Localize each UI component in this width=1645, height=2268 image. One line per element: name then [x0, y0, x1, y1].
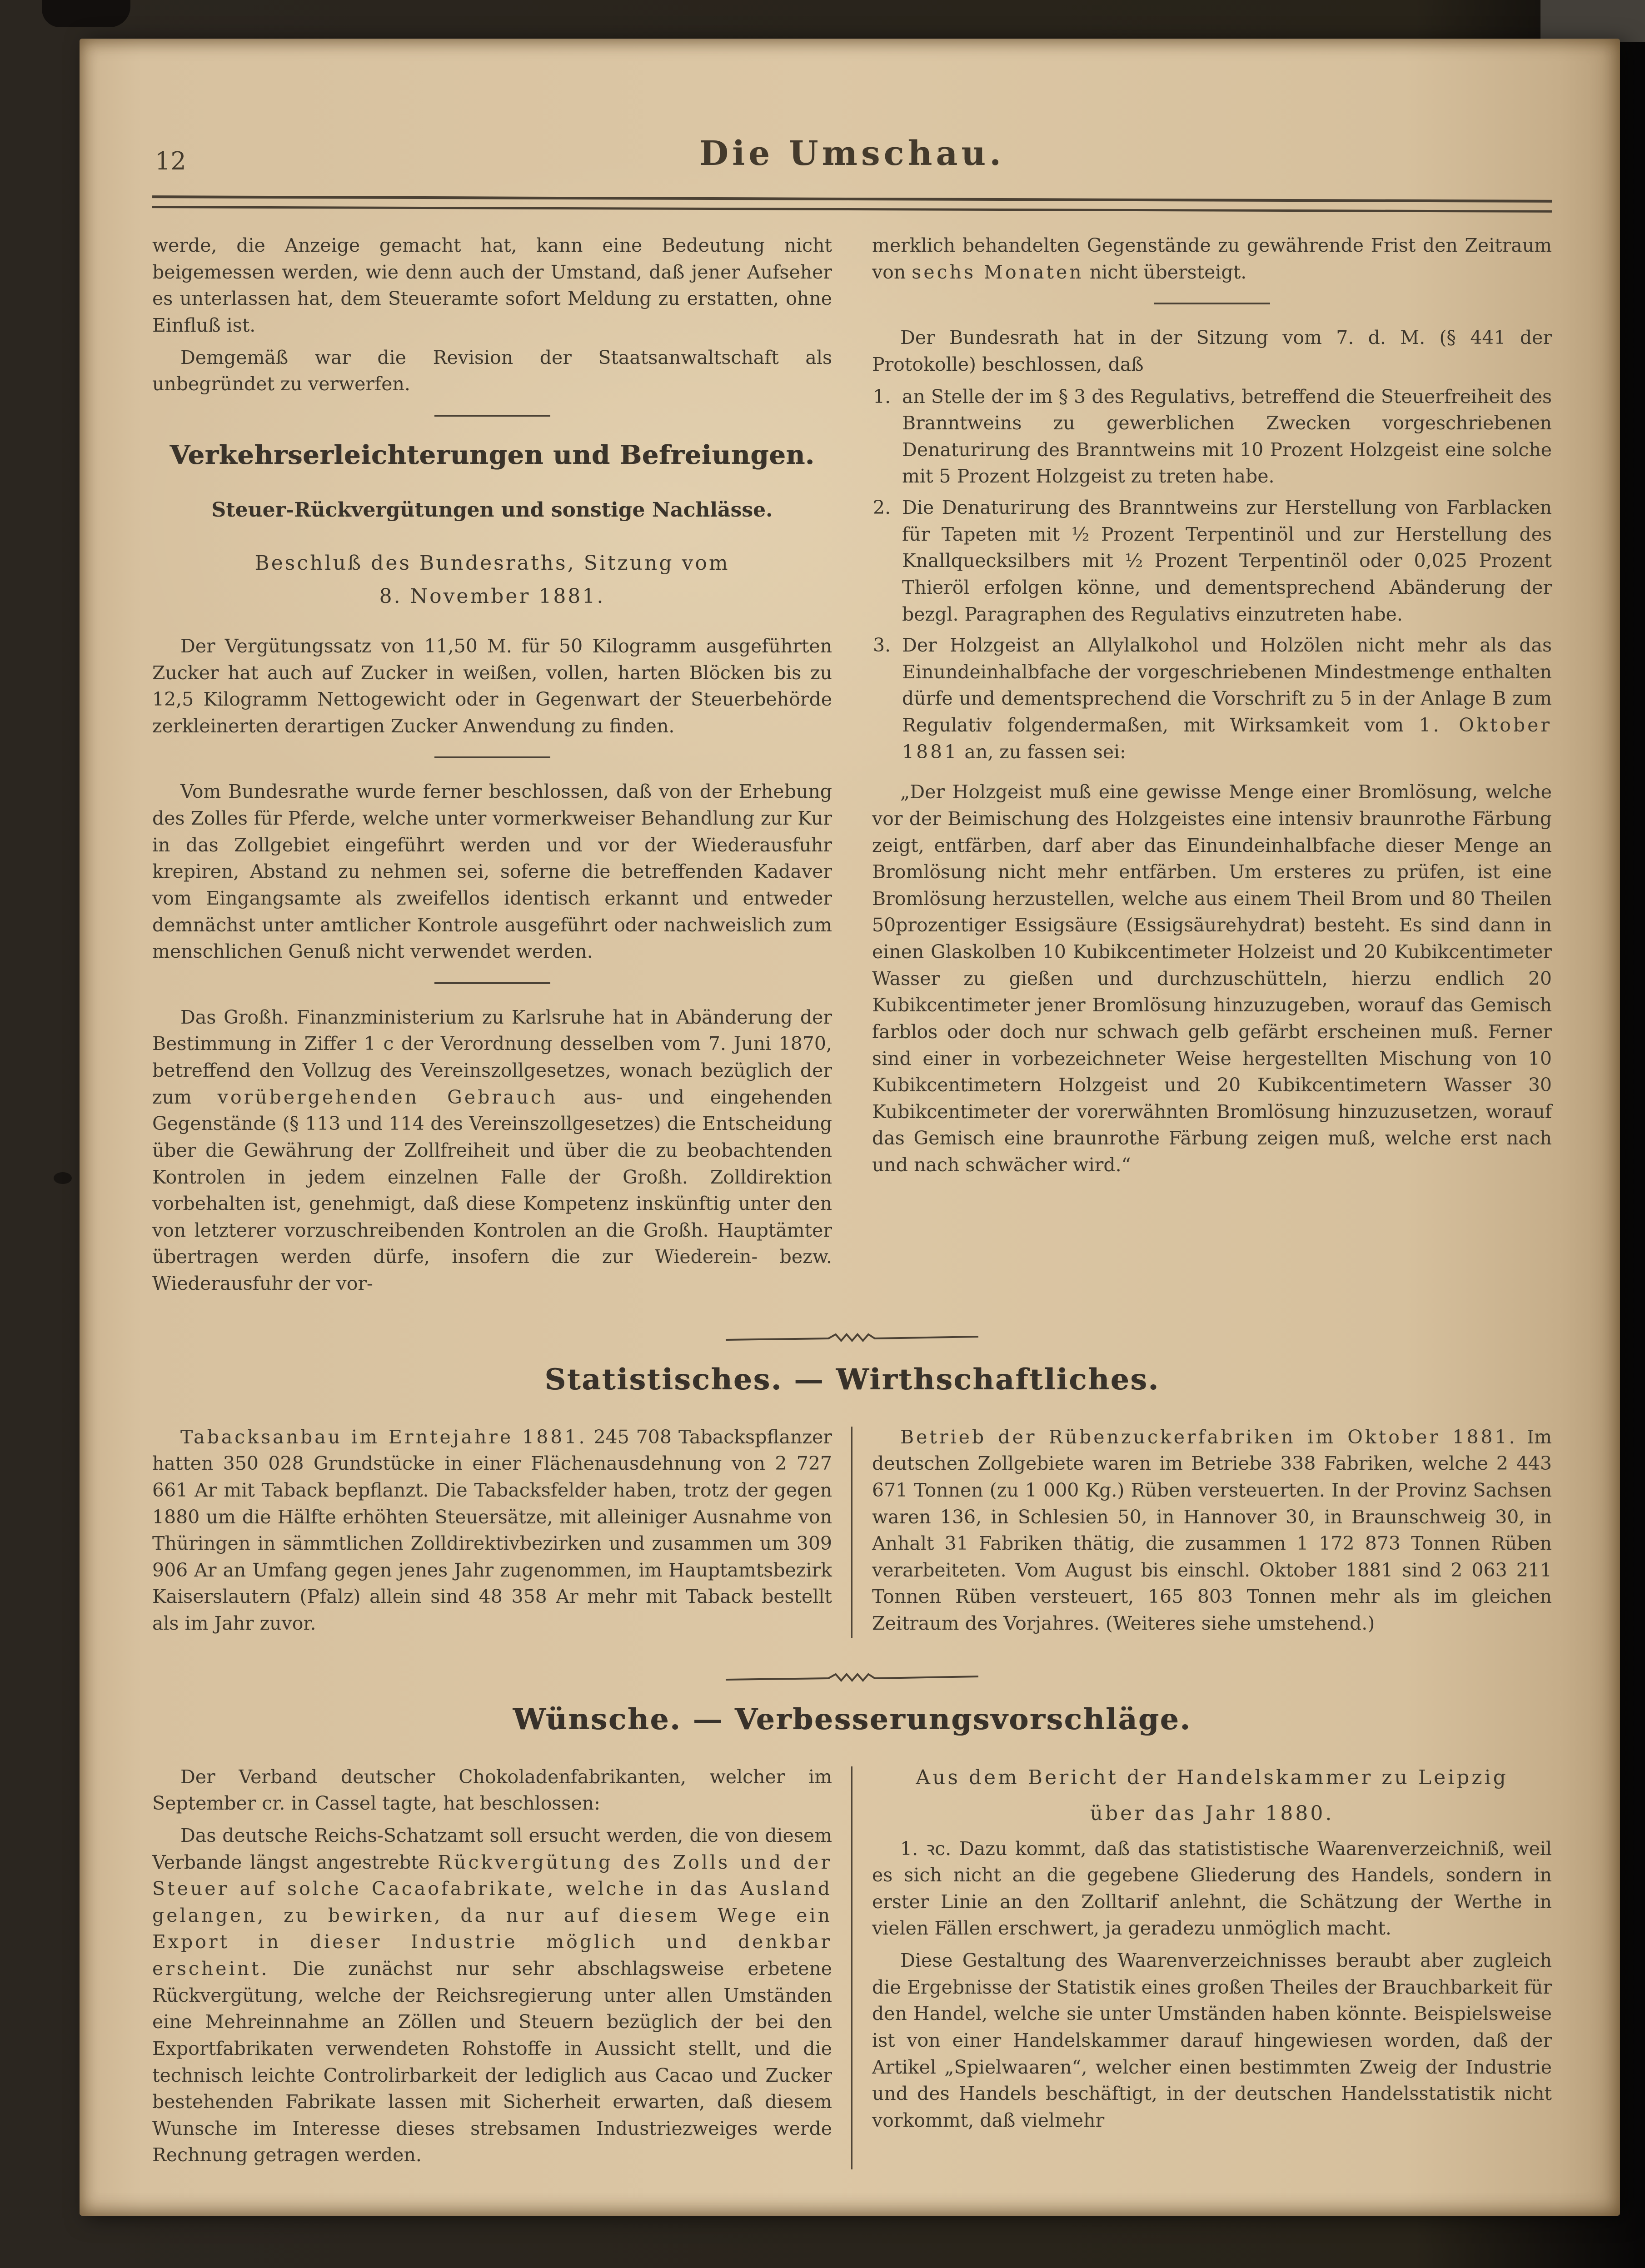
article-heading: Verkehrserleichterungen und Befreiungen.: [169, 439, 815, 470]
masthead-title: Die Umschau.: [699, 134, 1005, 173]
paragraph: Das deutsche Reichs-Schatzamt soll ersucht werden, die von diesem Verbande längst angestrebte Rückvergütung des Zolls und der Steuer auf solche Cacaofabrikate, welche in das Ausland gelangen, zu bewirken, da nur auf diesem Wege ein Export in dieser Industrie möglich und denkbar erscheint. Die zunächst nur sehr abschlagsweise erbetene Rückvergütung, welche der Reichsregierung unter allen Umständen eine Mehreinnahme an Zöllen und Steuern bezüglich der bei den Exportfabrikaten verwendeten Rohstoffe in Aussicht stellt, und die technisch leichte Controlirbarkeit der lediglich aus Cacao und Zucker bestehenden Fabrikate lassen mit Sicherheit erwarten, daß diesem Wunsche im Interesse dieses strebsamen Industriezweiges werde Rechnung getragen werden.: [152, 1824, 832, 2166]
left-column: [152, 232, 832, 1303]
divider-rule: [434, 415, 550, 417]
wishes-columns: [152, 1764, 1552, 2174]
statistics-left-column: [152, 1424, 832, 1642]
page-header: [152, 92, 1552, 210]
body-columns: [152, 232, 1552, 1303]
emphasized-text: Rückvergütung des Zolls und der Steuer auf solche Cacaofabrikate, welche in das Ausland gelangen, zu bewirken, da nur auf diesem Wege ein Export in dieser Industrie möglich und denkbar erscheint.: [152, 1851, 832, 1980]
statistics-section: [152, 1331, 1552, 1642]
statistics-right-column: [872, 1424, 1552, 1642]
section-heading-wishes: Wünsche. — Verbesserungsvorschläge.: [513, 1702, 1191, 1736]
right-column: [872, 232, 1552, 1303]
paragraph: 1. ꝛc. Dazu kommt, daß das statististische Waarenverzeichniß, weil es sich nicht an die gegebene Gliederung des Handels, sondern in erster Linie an den Zolltarif anlehnt, die Schätzung der Werthe in vielen Fällen erschwert, ja geradezu unmöglich macht.: [872, 1837, 1552, 1940]
dateline: Beschluß des Bundesraths, Sitzung vom: [254, 552, 730, 575]
emphasized-text: vorübergehenden Gebrauch: [217, 1086, 558, 1108]
divider-rule: [1154, 303, 1270, 304]
list-item: 3. Der Holzgeist an Allylalkohol und Holzölen nicht mehr als das Einundeinhalbfache der vorgeschriebenen Mindestmenge enthalten dürfe und dementsprechend die Vorschrift zu 5 in der Anlage B zum Regulativ folgendermaßen, mit Wirksamkeit vom 1. Oktober 1881 an, zu fassen sei:: [872, 632, 1552, 765]
column-headline: Aus dem Bericht der Handelskammer zu Leipzig: [916, 1766, 1508, 1789]
column-headline: über das Jahr 1880.: [1090, 1801, 1334, 1825]
emphasized-text: sechs Monaten: [912, 261, 1084, 283]
divider-rule: [434, 982, 550, 984]
paragraph: Der Verband deutscher Chokoladenfabrikanten, welcher im September cr. in Cassel tagte, hat beschlossen:: [152, 1766, 832, 1815]
column-divider-rule: [851, 1427, 852, 1638]
ornament-divider-icon: [725, 1671, 979, 1684]
paragraph: Demgemäß war die Revision der Staatsanwaltschaft als unbegründet zu verwerfen.: [152, 346, 832, 395]
paragraph: Der Bundesrath hat in der Sitzung vom 7. d. M. (§ 441 der Protokolle) beschlossen, daß: [872, 327, 1552, 375]
dateline: 8. November 1881.: [379, 585, 605, 608]
paper-page: [80, 39, 1620, 2216]
paragraph: werde, die Anzeige gemacht hat, kann eine Bedeutung nicht beigemessen werden, wie denn auch der Umstand, daß jener Aufseher es unterlassen hat, dem Steueramte sofort Meldung zu erstatten, ohne Einfluß ist.: [152, 234, 832, 336]
list-item: 2. Die Denaturirung des Branntweins zur Herstellung von Farblacken für Tapeten mit ½ Prozent Terpentinöl und zur Herstellung des Knallquecksilbers mit ½ Prozent Terpentinöl oder 0,025 Prozent Thieröl erfolgen könne, und dementsprechend Abänderung der bezgl. Paragraphen des Regulativs einzutreten habe.: [872, 494, 1552, 627]
paragraph: Diese Gestaltung des Waarenverzeichnisses beraubt aber zugleich die Ergebnisse der Statistik eines großen Theiles der Brauchbarkeit für den Handel, welche sie unter Umständen haben könnte. Beispielsweise ist von einer Handelskammer darauf hingewiesen worden, daß der Artikel „Spielwaaren“, welcher einen bestimmten Zweig der Industrie und des Handels beschäftigt, in der deutschen Handelsstatistik nicht vorkommt, daß vielmehr: [872, 1950, 1552, 2131]
wishes-right-column: [872, 1764, 1552, 2174]
wishes-section: [152, 1671, 1552, 2174]
article-subheading: Steuer-Rückvergütungen und sonstige Nachlässe.: [211, 498, 773, 522]
paragraph: „Der Holzgeist muß eine gewisse Menge einer Bromlösung, welche vor der Beimischung des Holzgeistes eine intensiv braunrothe Färbung zeigt, entfärben, darf aber das Einundeinhalbfache dieser Menge an Bromlösung nicht mehr entfärben. Um ersteres zu prüfen, ist eine Bromlösung herzustellen, welche aus einem Theil Brom und 80 Theilen 50prozentiger Essigsäure (Essigsäurehydrat) besteht. Es sind dann in einen Glaskolben 10 Kubikcentimeter Holzeist und 20 Kubikcentimeter Wasser zu gießen und durchzuschütteln, hierzu endlich 20 Kubikcentimeter jener Bromlösung hinzuzugeben, worauf das Gemisch farblos oder doch nur schwach gelb gefärbt erscheinen muß. Ferner sind einer in vorbezeichneter Weise hergestellten Mischung von 10 Kubikcentimetern Holzgeist und 20 Kubikcentimetern Wasser 30 Kubikcentimeter der vorerwähnten Bromlösung hinzuzusetzen, worauf das Gemisch eine braunrothe Färbung zeigen muß, welche erst nach und nach schwächer wird.“: [872, 781, 1552, 1176]
page-number: 12: [155, 147, 186, 175]
ornament-divider-icon: [725, 1331, 979, 1344]
wishes-left-column: [152, 1764, 832, 2174]
paragraph: Betrieb der Rübenzuckerfabriken im Oktober 1881. Im deutschen Zollgebiete waren im Betriebe 338 Fabriken, welche 2 443 671 Tonnen (zu 1 000 Kg.) Rüben versteuerten. In der Provinz Sachsen waren 136, in Schlesien 50, in Hannover 30, in Braunschweig 30, in Anhalt 31 Fabriken thätig, die zusammen 1 172 873 Tonnen Rüben verarbeiteten. Vom August bis einschl. Oktober 1881 sind 2 063 211 Tonnen Rüben versteuert, 165 803 Tonnen mehr als im gleichen Zeitraum des Vorjahres. (Weiteres siehe umstehend.): [872, 1426, 1552, 1635]
list-item-number: 3.: [873, 634, 891, 657]
statistics-columns: [152, 1424, 1552, 1642]
list-item-number: 1.: [873, 385, 891, 408]
scan-blotch: [42, 0, 130, 27]
section-heading-statistics: Statistisches. — Wirthschaftliches.: [544, 1362, 1160, 1397]
paragraph: Vom Bundesrathe wurde ferner beschlossen, daß von der Erhebung des Zolles für Pferde, welche unter vormerkweiser Behandlung zur Kur in das Zollgebiet eingeführt werden und vor der Wiederausfuhr krepiren, Abstand zu nehmen sei, soferne die betreffenden Kadaver vom Eingangsamte als zweifellos identisch erkannt und entweder demnächst unter amtlicher Kontrole ausgeführt oder nachweislich zum menschlichen Genuß nicht verwendet werden.: [152, 781, 832, 963]
paragraph: Tabacksanbau im Erntejahre 1881. 245 708 Tabackspflanzer hatten 350 028 Grundstücke in einer Flächenausdehnung von 2 727 661 Ar mit Taback bepflanzt. Die Tabacksfelder haben, trotz der gegen 1880 um die Hälfte erhöhten Steuersätze, mit alleiniger Ausnahme von Thüringen in sämmtlichen Zolldirektivbezirken und zusammen um 309 906 Ar an Umfang gegen jenes Jahr zugenommen, im Hauptamtsbezirk Kaiserslautern (Pfalz) allein sind 48 358 Ar mehr mit Taback bestellt als im Jahr zuvor.: [152, 1426, 832, 1635]
paragraph: Der Vergütungssatz von 11,50 M. für 50 Kilogramm ausgeführten Zucker hat auch auf Zucker in weißen, vollen, harten Blöcken bis zu 12,5 Kilogramm Nettogewicht oder in Gegenwart der Steuerbehörde zerkleinerten derartigen Zucker Anwendung zu finden.: [152, 635, 832, 737]
list-item: 1. an Stelle der im § 3 des Regulativs, betreffend die Steuerfreiheit des Branntweins zu gewerblichen Zwecken vorgeschriebenen Denaturirung des Branntweins mit 10 Prozent Holzgeist eine solche mit 5 Prozent Holzgeist zu treten habe.: [872, 383, 1552, 490]
list-item-number: 2.: [873, 497, 891, 518]
emphasized-text: 1. Oktober 1881: [902, 714, 1552, 763]
scan-corner-shadow: [1540, 0, 1645, 42]
paragraph: Das Großh. Finanzministerium zu Karlsruhe hat in Abänderung der Bestimmung in Ziffer 1 c der Verordnung desselben vom 7. Juni 1870, betreffend den Vollzug des Vereinszollgesetzes, wonach bezüglich der zum vorübergehenden Gebrauch aus- und eingehenden Gegenstände (§ 113 und 114 des Vereinszollgesetzes) die Entscheidung über die Gewährung der Zollfreiheit und über die zu beobachtenden Kontrolen in jedem einzelnen Falle der Großh. Zolldirektion vorbehalten ist, genehmigt, daß diese Kompetenz inskünftig unter den von letzterer vorzuschreibenden Kontrolen an die Großh. Hauptämter übertragen werden dürfe, insofern die zur Wiederein- bezw. Wiederausfuhr der vor-: [152, 1006, 832, 1295]
emphasized-text: Betrieb der Rübenzuckerfabriken im Oktober 1881.: [900, 1426, 1517, 1448]
header-double-rule: [152, 195, 1552, 213]
emphasized-text: Tabacksanbau im Erntejahre 1881.: [180, 1426, 587, 1448]
scan-speck: [54, 1172, 72, 1184]
divider-rule: [434, 756, 550, 758]
page-content: [80, 39, 1620, 2216]
paragraph: merklich behandelten Gegenstände zu gewährende Frist den Zeitraum von sechs Monaten nicht übersteigt.: [872, 234, 1552, 283]
column-divider-rule: [851, 1766, 852, 2169]
